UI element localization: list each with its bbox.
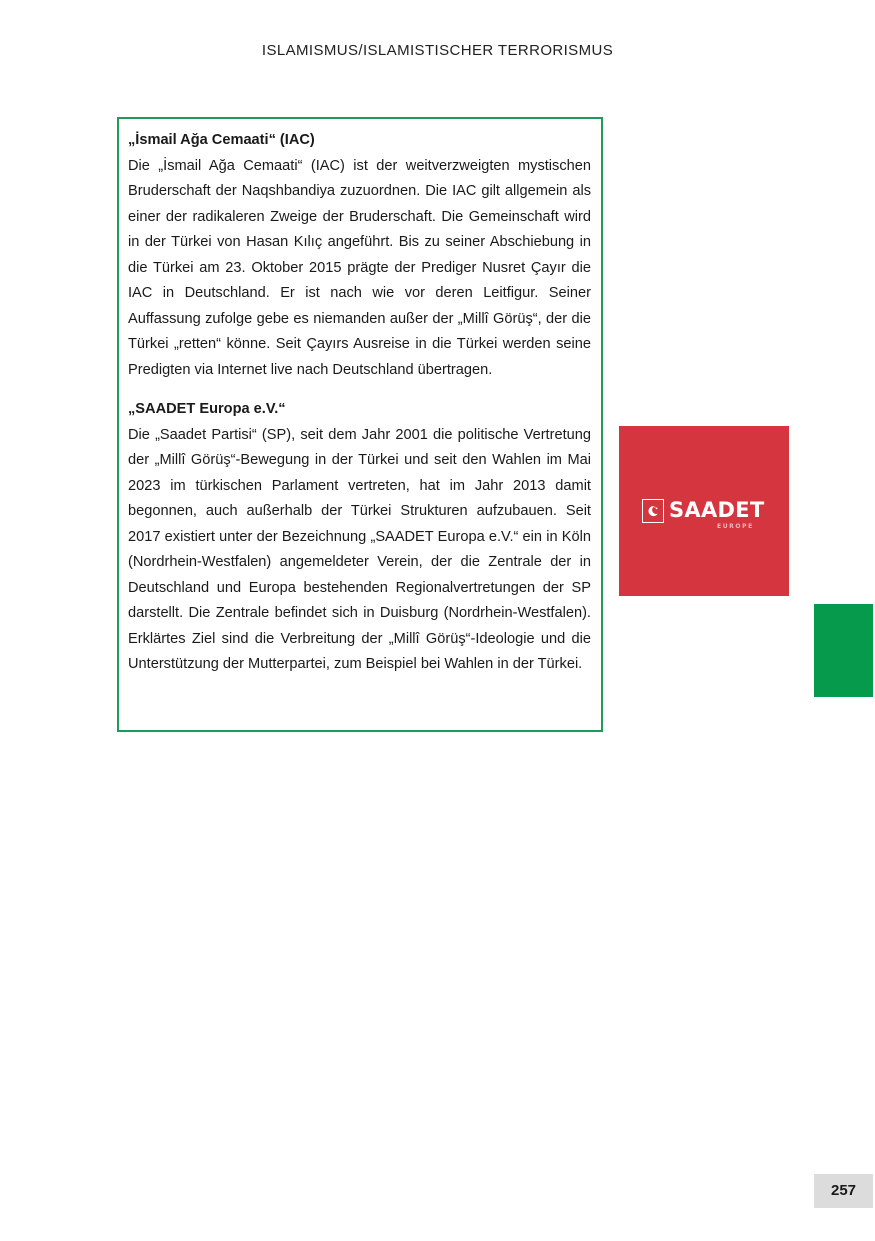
section-iac xyxy=(128,128,591,383)
section-body: Die „İsmail Ağa Cemaati“ (IAC) ist der weitverzweigten mystischen Bruderschaft der Naqshbandiya zuzuordnen. Die IAC gilt allgemein als einer der radikaleren Zweige der Bruderschaft. Die Gemeinschaft wird in der Türkei von Hasan Kılıç angeführt. Bis zu seiner Abschiebung in die Türkei am 23. Oktober 2015 prägte der Prediger Nusret Çayır die IAC in Deutschland. Er ist nach wie vor deren Leitfigur. Seiner Auffassung zufolge gebe es niemanden außer der „Millî Görüş“, der die Türkei „retten“ könne. Seit Çayırs Ausreise in die Türkei werden seine Predigten via Internet live nach Deutschland übertragen. xyxy=(128,157,591,378)
page-number: 257 xyxy=(814,1174,873,1208)
section-title: „SAADET Europa e.V.“ xyxy=(128,401,286,417)
section-body: Die „Saadet Partisi“ (SP), seit dem Jahr 2001 die politische Vertretung der „Millî Görüş“-Bewegung in der Türkei und seit den Wahlen im Mai 2023 im türkischen Parlament vertreten, hat im Jahr 2013 damit begonnen, auch außerhalb der Türkei Strukturen aufzubauen. Seit 2017 existiert unter der Bezeichnung „SAADET Europa e.V.“ ein in Köln (Nordrhein-Westfalen) angemeldeter Verein, der die Zentrale der in Deutschland und Europa bestehenden Regionalvertretungen der SP darstellt. Die Zentrale befindet sich in Duisburg (Nordrhein-Westfalen). Erklärtes Ziel sind die Verbreitung der „Millî Görüş“-Ideologie und die Unterstützung der Mutterpartei, zum Beispiel bei Wahlen in der Türkei. xyxy=(128,426,591,672)
logo-subline: EUROPE xyxy=(717,523,754,530)
crescent-star-icon xyxy=(647,505,659,517)
logo-frame xyxy=(642,499,664,523)
running-header: ISLAMISMUS/ISLAMISTISCHER TERRORISMUS xyxy=(261,42,614,59)
info-box xyxy=(117,117,603,732)
chapter-tab xyxy=(814,604,873,697)
section-saadet xyxy=(128,397,591,678)
saadet-logo xyxy=(619,426,789,596)
logo-wordmark: SAADET xyxy=(669,498,765,522)
section-title: „İsmail Ağa Cemaati“ (IAC) xyxy=(128,132,315,148)
